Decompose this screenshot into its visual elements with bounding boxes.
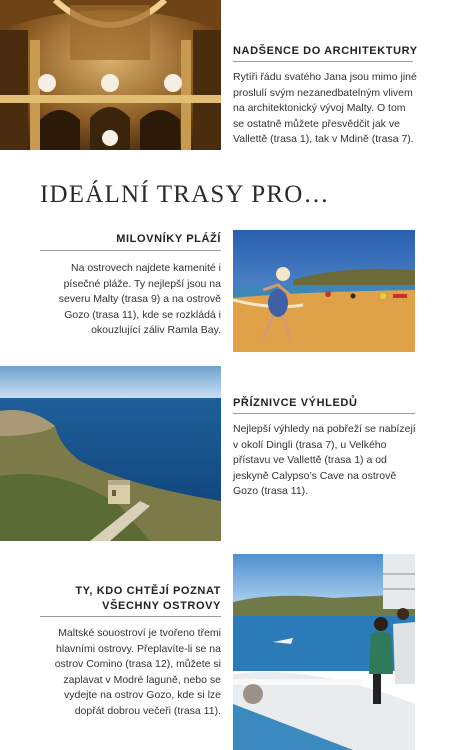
page-title: IDEÁLNÍ TRASY PRO… <box>40 181 330 208</box>
views-heading: PŘÍZNIVCE VÝHLEDŮ <box>233 397 358 409</box>
islands-text: Maltské souostroví je tvořeno třemi hlavními ostrovy. Přeplavíte-li se na ostrov Comino (trasa 12), můžete si zaplavat v Modré laguně, nebo se vydejte na ostrov Gozo, kde si lze dopřát dobrou večeři (trasa 11). <box>54 627 221 717</box>
architecture-divider <box>233 61 413 62</box>
architecture-text: Rytíři řádu svatého Jana jsou mimo jiné proslulí svým nezanedbatelným vlivem na architektonický vývoj Malty. O tom se ostatně můžete přesvědčit jak ve Vallettě (trasa 1), tak v Mdině (trasa 7). <box>233 71 417 145</box>
beach-photo <box>233 230 415 352</box>
church-interior-photo <box>0 0 221 150</box>
beaches-text: Na ostrovech najdete kamenité i písečné pláže. Ty nejlepší jsou na severu Malty (trasa 9) a na ostrově Gozo (trasa 11), kde se rozkládá i okouzlující záliv Ramla Bay. <box>58 262 221 336</box>
beaches-heading: MILOVNÍKY PLÁŽÍ <box>116 233 221 245</box>
ferry-photo <box>233 554 415 750</box>
views-text: Nejlepší výhledy na pobřeží se nabízejí v okolí Dingli (trasa 7), u Velkého přístavu ve Vallettě (trasa 1) a od jeskyně Calypso’s Cave na ostrově Gozo (trasa 11). <box>233 423 416 497</box>
islands-heading-line2: VŠECHNY OSTROVY <box>102 600 221 612</box>
islands-heading <box>75 584 221 614</box>
islands-heading-line1: TY, KDO CHTĚJÍ POZNAT <box>75 585 221 597</box>
beaches-divider <box>40 250 221 251</box>
views-divider <box>233 413 415 414</box>
islands-divider <box>40 616 221 617</box>
architecture-heading: NADŠENCE DO ARCHITEKTURY <box>233 45 418 57</box>
coastal-view-photo <box>0 366 221 541</box>
